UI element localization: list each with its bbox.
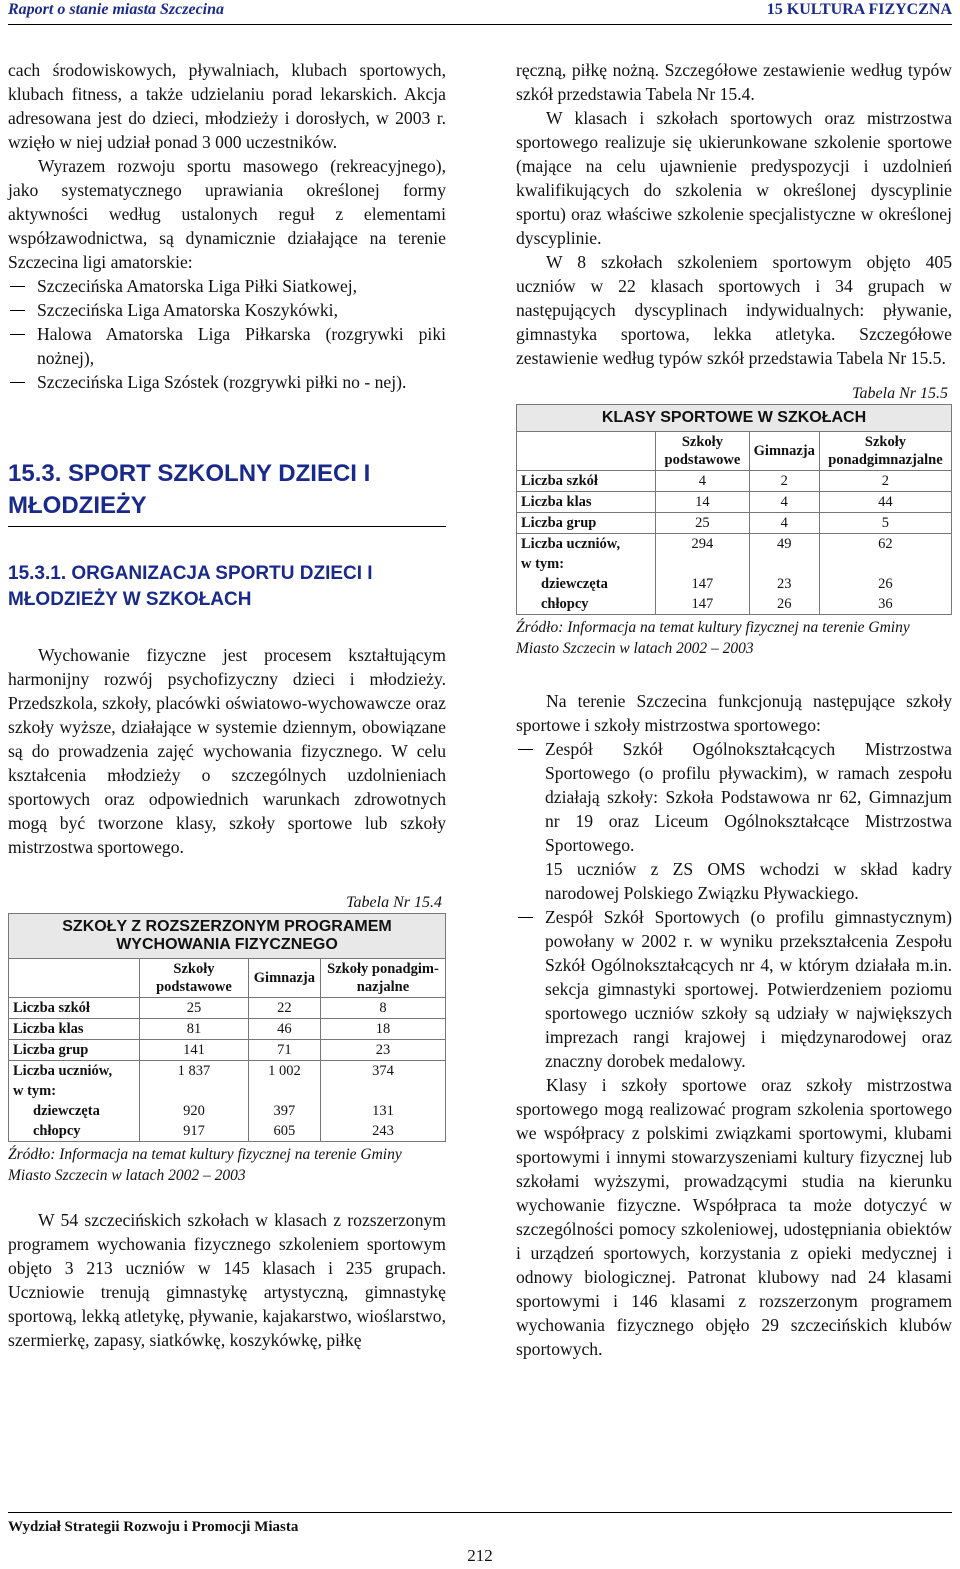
paragraph: ręczną, piłkę nożną. Szczegółowe zestawienie według typów szkół przedstawia Tabela Nr 15.4.: [516, 60, 952, 104]
list-item: Szczecińska Liga Amatorska Koszykówki,: [8, 298, 446, 322]
table-caption: Tabela Nr 15.4: [346, 894, 442, 911]
department-name: Wydział Strategii Rozwoju i Promocji Miasta: [8, 1519, 299, 1535]
paragraph: W klasach i szkołach sportowych oraz mistrzostwa sportowego realizuje się ukierunkowane szkolenie sportowe (mające na celu ujawnienie predyspozycji i uzdolnień kwalifikujących do szkolenia w określonej dyscyplinie sportu) oraz właściwe szkolenie specjalistyczne w określonej dyscyplinie.: [516, 108, 952, 248]
column-header: Gimnazja: [749, 432, 819, 471]
report-title: Raport o stanie miasta Szczecina: [8, 1, 225, 18]
section-heading: 15.3. SPORT SZKOLNY DZIECI I MŁODZIEŻY: [8, 458, 446, 527]
corner-cell: [9, 959, 140, 998]
list-item: Szczecińska Liga Szóstek (rozgrywki piłki no - nej).: [8, 370, 446, 394]
table-row: Liczba klas 14 4 44: [517, 492, 952, 513]
column-header: Szkoły podstawowe: [656, 432, 749, 471]
list-item: Zespół Szkół Ogólnokształcących Mistrzostwa Sportowego (o profilu pływackim), w ramach zespołu działają szkoły: Szkoła Podstawowa nr 62, Gimnazjum nr 19 oraz Liceum Ogólnokształcące Mistrzostwa Sportowego.: [516, 737, 952, 857]
paragraph: Wychowanie fizyczne jest procesem kształtującym harmonijny rozwój psychofizyczny dzieci i młodzieży. Przedszkola, szkoły, placówki oświatowo-wychowawcze oraz szkoły wyższe, działające w systemie dziennym, obowiązane są do prowadzenia zajęć wychowania fizycznego. W celu kształcenia młodzieży o szczególnych uzdolnieniach sportowych oraz odpowiednich warunkach zdrowotnych mogą być tworzone klasy, szkoły sportowe lub szkoły mistrzostwa sportowego.: [8, 645, 446, 857]
table-15-4: [8, 913, 446, 1142]
paragraph: W 8 szkołach szkoleniem sportowym objęto 405 uczniów w 22 klasach sportowych i 34 grupach w następujących dyscyplinach indywidualnych: pływanie, gimnastyka sportowa, lekka atletyka. Szczegółowe zestawienie według typów szkół przedstawia Tabela Nr 15.5.: [516, 252, 952, 368]
table-caption: Tabela Nr 15.5: [852, 385, 948, 402]
column-header: Szkoły ponadgimnazjalne: [819, 432, 951, 471]
table-row: Liczba grup 25 4 5: [517, 513, 952, 534]
league-list: [8, 274, 446, 394]
table-row: Liczba uczniów, 294 49 62: [517, 534, 952, 555]
paragraph: Klasy i szkoły sportowe oraz szkoły mistrzostwa sportowego mogą realizować program szkolenia sportowego we współpracy z polskimi związkami sportowymi, klubami sportowymi i innymi stowarzyszeniami kultury fizycznej lub szkołami wyższymi, prowadzącymi studia na kierunku wychowanie fizyczne. Współpraca ta może dotyczyć w szczególności pomocy szkoleniowej, udostępniania obiektów i urządzeń sportowych, korzystania z opieki medycznej i odnowy biologicznej. Patronat klubowy nad 24 klasami sportowymi i 146 klasami z rozszerzonym programem wychowania fizycznego objęło 29 szczecińskich klubów sportowych.: [516, 1075, 952, 1359]
table-row: Liczba szkół 25 22 8: [9, 998, 446, 1019]
table-row: dziewczęta 920 397 131: [9, 1101, 446, 1121]
list-item: Zespół Szkół Sportowych (o profilu gimnastycznym) powołany w 2002 r. w wyniku przekształcenia Zespołu Szkół Ogólnokształcących nr 4, w którym działała m.in. sekcja gimnastyki sportowej. Potwierdzeniem poziomu sportowego uczniów szkoły są udziały w największych imprezach rangi krajowej i międzynarodowej oraz znaczny dorobek medalowy.: [516, 905, 952, 1073]
list-item: Halowa Amatorska Liga Piłkarska (rozgrywki piki nożnej),: [8, 322, 446, 370]
subsection-heading: 15.3.1. ORGANIZACJA SPORTU DZIECI I MŁODZIEŻY W SZKOŁACH: [8, 563, 373, 610]
page-footer: [8, 1512, 952, 1535]
table-row: Liczba szkół 4 2 2: [517, 471, 952, 492]
table-title: SZKOŁY Z ROZSZERZONYM PROGRAMEM WYCHOWANIA FIZYCZNEGO: [9, 914, 446, 959]
right-column: [516, 58, 952, 1361]
table-source: Źródło: Informacja na temat kultury fizycznej na terenie Gminy Miasto Szczecin w latach 2002 – 2003: [516, 619, 910, 657]
page-number: 212: [467, 1546, 493, 1565]
school-list: [516, 737, 952, 857]
table-row: Liczba uczniów, 1 837 1 002 374: [9, 1061, 446, 1082]
list-item: Szczecińska Amatorska Liga Piłki Siatkowej,: [8, 274, 446, 298]
column-header: Gimnazja: [248, 959, 320, 998]
school-list: [516, 905, 952, 1073]
column-header: Szkoły podstawowe: [140, 959, 249, 998]
table-row: w tym:: [9, 1081, 446, 1101]
column-header: Szkoły ponadgim-nazjalne: [320, 959, 445, 998]
paragraph: cach środowiskowych, pływalniach, klubach sportowych, klubach fitness, a także udzielaniu porad lekarskich. Akcja adresowana jest do dzieci, młodzieży i dorosłych, w 2003 r. wzięło w niej udział ponad 3 000 uczestników.: [8, 60, 446, 152]
table-row: Liczba klas 81 46 18: [9, 1019, 446, 1040]
table-title: KLASY SPORTOWE W SZKOŁACH: [517, 405, 952, 432]
left-column: [8, 58, 446, 1352]
chapter-title: 15 KULTURA FIZYCZNA: [766, 1, 952, 18]
table-row: chłopcy 147 26 36: [517, 594, 952, 615]
paragraph: W 54 szczecińskich szkołach w klasach z rozszerzonym programem wychowania fizycznego szkoleniem sportowym objęto 3 213 uczniów w 145 klasach i 235 grupach. Uczniowie trenują gimnastykę artystyczną, gimnastykę sportową, lekką atletykę, pływanie, kajakarstwo, wioślarstwo, szermierkę, zapasy, siatkówkę, koszykówkę, piłkę: [8, 1210, 446, 1350]
table-row: dziewczęta 147 23 26: [517, 574, 952, 594]
page-header: [8, 0, 952, 25]
table-row: Liczba grup 141 71 23: [9, 1040, 446, 1061]
paragraph: Wyrazem rozwoju sportu masowego (rekreacyjnego), jako systematycznego uprawiania określonej formy aktywności według ustalonych reguł z elementami współzawodnictwa, są dynamicznie działające na terenie Szczecina ligi amatorskie:: [8, 156, 446, 272]
table-row: chłopcy 917 605 243: [9, 1121, 446, 1142]
paragraph: Na terenie Szczecina funkcjonują następujące szkoły sportowe i szkoły mistrzostwa sportowego:: [516, 691, 952, 735]
table-row: w tym:: [517, 554, 952, 574]
corner-cell: [517, 432, 656, 471]
table-15-5: [516, 404, 952, 615]
table-source: Źródło: Informacja na temat kultury fizycznej na terenie Gminy Miasto Szczecin w latach 2002 – 2003: [8, 1146, 402, 1184]
paragraph: 15 uczniów z ZS OMS wchodzi w skład kadry narodowej Polskiego Związku Pływackiego.: [545, 859, 952, 903]
